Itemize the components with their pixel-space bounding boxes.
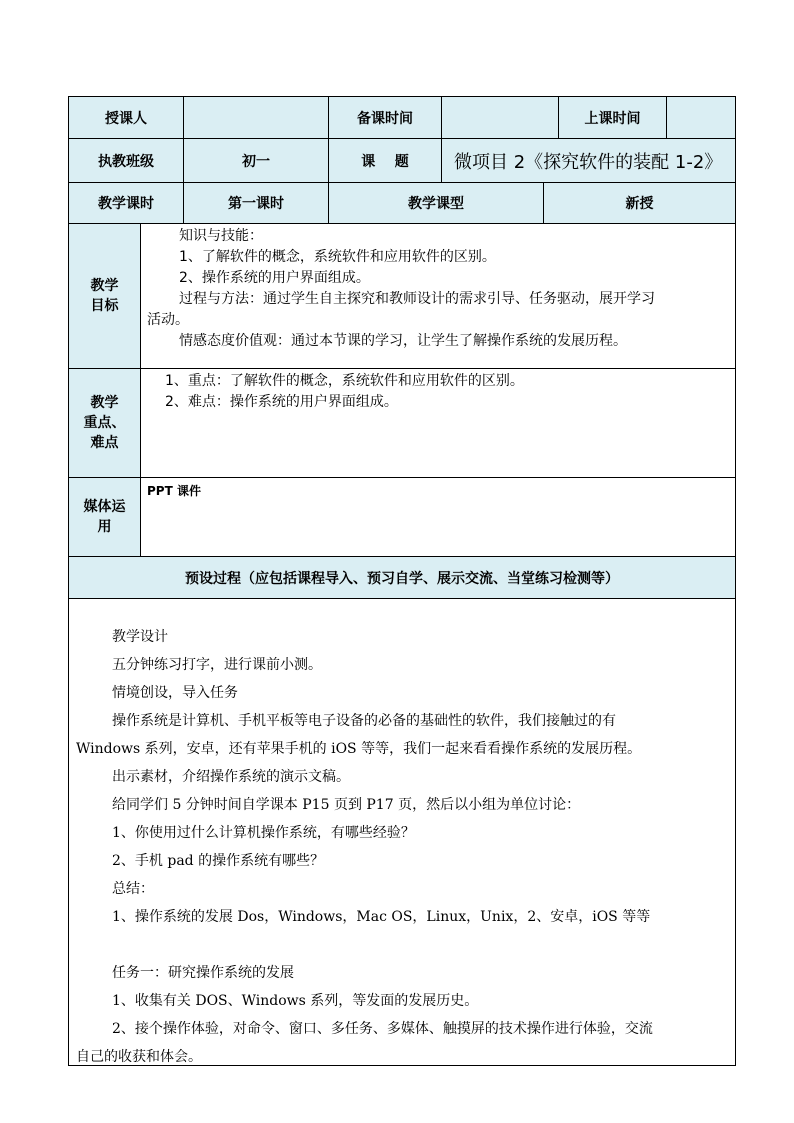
process-para: 2、手机 pad 的操作系统有哪些？	[112, 853, 325, 869]
objectives-line: 情感态度价值观：通过本节课的学习，让学生了解操作系统的发展历程。	[179, 333, 627, 349]
objectives-line: 过程与方法：通过学生自主探究和教师设计的需求引导、任务驱动，展开学习	[179, 291, 655, 307]
objectives-line: 活动。	[147, 312, 189, 328]
process-para: Windows 系列，安卓，还有苹果手机的 iOS 等等，我们一起来看看操作系统的发展历程。	[76, 741, 642, 757]
process-para: 出示素材，介绍操作系统的演示文稿。	[112, 769, 350, 785]
class-time-value	[666, 96, 736, 139]
media-value: PPT 课件	[147, 484, 201, 498]
process-para: 1、你使用过什么计算机操作系统，有哪些经验？	[112, 825, 415, 841]
objectives-line: 1、了解软件的概念，系统软件和应用软件的区别。	[179, 249, 496, 265]
process-para: 2、接个操作体验，对命令、窗口、多任务、多媒体、触摸屏的技术操作进行体验，交流	[112, 1021, 653, 1037]
class-time-label: 上课时间	[558, 96, 667, 139]
process-para: 五分钟练习打字，进行课前小测。	[112, 657, 322, 673]
key-point-line: 2、难点：操作系统的用户界面组成。	[165, 394, 398, 410]
process-para: 总结：	[112, 881, 154, 897]
process-para: 情境创设，导入任务	[112, 685, 238, 701]
process-para: 给同学们 5 分钟时间自学课本 P15 页到 P17 页，然后以小组为单位讨论：	[112, 797, 581, 813]
key-points-content	[140, 368, 736, 478]
process-para: 教学设计	[112, 629, 168, 645]
objectives-content	[140, 223, 736, 369]
teacher-label: 授课人	[68, 96, 184, 139]
type-label: 教学课型	[328, 182, 544, 224]
prep-time-label: 备课时间	[328, 96, 442, 139]
process-para: 1、操作系统的发展 Dos，Windows，Mac OS，Linux，Unix，2、安卓，iOS 等等	[112, 909, 651, 925]
prep-time-value	[441, 96, 559, 139]
objectives-line: 2、操作系统的用户界面组成。	[179, 270, 370, 286]
topic-value: 微项目 2《探究软件的装配 1-2》	[441, 138, 736, 183]
type-value: 新授	[543, 182, 736, 224]
class-value: 初一	[183, 138, 329, 183]
process-para: 任务一：研究操作系统的发展	[112, 965, 294, 981]
period-value: 第一课时	[183, 182, 329, 224]
key-point-line: 1、重点：了解软件的概念，系统软件和应用软件的区别。	[165, 373, 524, 389]
process-para: 操作系统是计算机、手机平板等电子设备的必备的基础性的软件，我们接触过的有	[112, 713, 616, 729]
process-para: 1、收集有关 DOS、Windows 系列，等发面的发展历史。	[112, 993, 479, 1009]
objectives-line: 知识与技能：	[179, 228, 263, 244]
key-points-label: 教学 重点、 难点	[68, 368, 141, 478]
class-label: 执教班级	[68, 138, 184, 183]
objectives-label: 教学目标	[68, 223, 141, 369]
teacher-value	[183, 96, 329, 139]
media-content	[140, 477, 736, 557]
period-label: 教学课时	[68, 182, 184, 224]
process-para: 自己的收获和体会。	[76, 1049, 202, 1065]
topic-label: 课 题	[328, 138, 442, 183]
process-header: 预设过程（应包括课程导入、预习自学、展示交流、当堂练习检测等）	[68, 556, 736, 599]
media-label: 媒体运用	[68, 477, 141, 557]
